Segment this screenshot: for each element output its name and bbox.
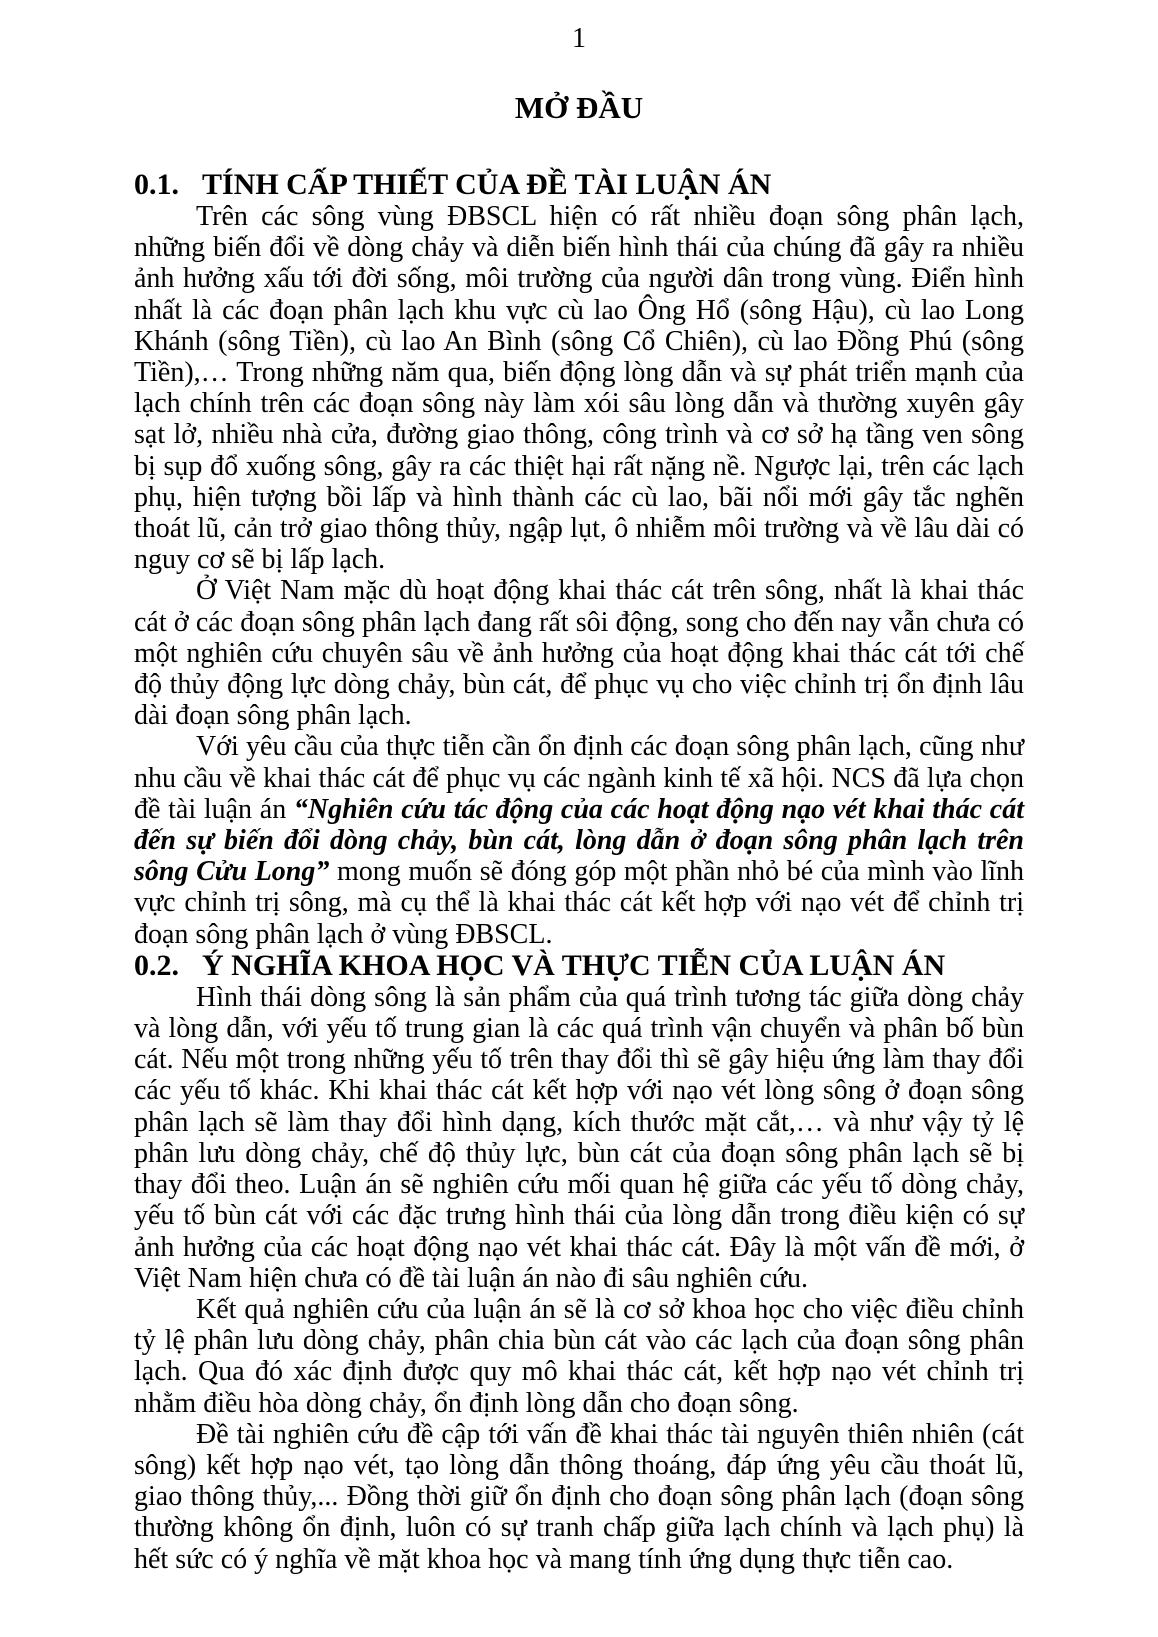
section-heading-text: Ý NGHĨA KHOA HỌC VÀ THỰC TIỄN CỦA LUẬN ÁN (202, 948, 946, 982)
text-run: mong muốn sẽ đóng góp một phần nhỏ bé của mình vào lĩnh vực chỉnh trị sông, mà cụ thể là khai thác cát kết hợp với nạo vét để chỉnh trị đoạn sông phân lạch ở vùng ĐBSCL. (134, 856, 1024, 950)
section-heading-0-1 (134, 169, 1024, 201)
paragraph-0-1-2 (134, 575, 1024, 731)
text-run: Đề tài nghiên cứu đề cập tới vấn đề khai thác tài nguyên thiên nhiên (cát sông) kết hợp nạo vét, tạo lòng dẫn thông thoáng, đáp ứng yêu cầu thoát lũ, giao thông thủy,... Đồng thời giữ ổn định cho đoạn sông phân lạch (đoạn sông thường không ổn định, luôn có sự tranh chấp giữa lạch chính và lạch phụ) là hết sức có ý nghĩa về mặt khoa học và mang tính ứng dụng thực tiễn cao. (134, 1418, 1024, 1575)
page-number: 1 (572, 23, 586, 54)
paragraph-0-1-3 (134, 731, 1024, 949)
text-run: Trên các sông vùng ĐBSCL hiện có rất nhiều đoạn sông phân lạch, những biến đổi về dòng chảy và diễn biến hình thái của chúng đã gây ra nhiều ảnh hưởng xấu tới đời sống, môi trường của người dân trong vùng. Điển hình nhất là các đoạn phân lạch khu vực cù lao Ông Hổ (sông Hậu), cù lao Long Khánh (sông Tiền), cù lao An Bình (sông Cổ Chiên), cù lao Đồng Phú (sông Tiền),… Trong những năm qua, biến động lòng dẫn và sự phát triển mạnh của lạch chính trên các đoạn sông này làm xói sâu lòng dẫn và thường xuyên gây sạt lở, nhiều nhà cửa, đường giao thông, công trình và cơ sở hạ tầng ven sông bị sụp đổ xuống sông, gây ra các thiệt hại rất nặng nề. Ngược lại, trên các lạch phụ, hiện tượng bồi lấp và hình thành các cù lao, bãi nổi mới gây tắc nghẽn thoát lũ, cản trở giao thông thủy, ngập lụt, ô nhiễm môi trường và về lâu dài có nguy cơ sẽ bị lấp lạch. (134, 201, 1024, 576)
text-run: Với yêu cầu của thực tiễn cần ổn định các đoạn sông phân lạch, cũng như nhu cầu về khai thác cát để phục vụ các ngành kinh tế xã hội. NCS đã lựa chọn đề tài luận án (134, 731, 1024, 825)
section-heading-text: TÍNH CẤP THIẾT CỦA ĐỀ TÀI LUẬN ÁN (202, 168, 772, 201)
text-run: Kết quả nghiên cứu của luận án sẽ là cơ sở khoa học cho việc điều chỉnh tỷ lệ phân lưu dòng chảy, phân chia bùn cát vào các lạch của đoạn sông phân lạch. Qua đó xác định được quy mô khai thác cát, kết hợp nạo vét chỉnh trị nhằm điều hòa dòng chảy, ổn định lòng dẫn cho đoạn sông. (134, 1293, 1024, 1419)
paragraph-0-1-1 (134, 201, 1024, 575)
thesis-title-emphasis: “Nghiên cứu tác động của các hoạt động nạo vét khai thác cát đến sự biến đổi dòng chảy, bùn cát, lòng dẫn ở đoạn sông phân lạch trên sông Cửu Long” (134, 793, 1024, 888)
text-run: Ở Việt Nam mặc dù hoạt động khai thác cát trên sông, nhất là khai thác cát ở các đoạn sông phân lạch đang rất sôi động, song cho đến nay vẫn chưa có một nghiên cứu chuyên sâu về ảnh hưởng của hoạt động khai thác cát tới chế độ thủy động lực dòng chảy, bùn cát, để phục vụ cho việc chỉnh trị ổn định lâu dài đoạn sông phân lạch. (134, 575, 1024, 732)
section-number: 0.1. (134, 168, 179, 201)
document-title: MỞ ĐẦU (514, 90, 644, 125)
section-0-1 (134, 169, 1024, 950)
text-run: Hình thái dòng sông là sản phẩm của quá trình tương tác giữa dòng chảy và lòng dẫn, với yếu tố trung gian là các quá trình vận chuyển và phân bố bùn cát. Nếu một trong những yếu tố trên thay đổi thì sẽ gây hiệu ứng làm thay đổi các yếu tố khác. Khi khai thác cát kết hợp với nạo vét lòng sông ở đoạn sông phân lạch sẽ làm thay đổi hình dạng, kích thước mặt cắt,… và như vậy tỷ lệ phân lưu dòng chảy, chế độ thủy lực, bùn cát của đoạn sông phân lạch sẽ bị thay đổi theo. Luận án sẽ nghiên cứu mối quan hệ giữa các yếu tố dòng chảy, yếu tố bùn cát với các đặc trưng hình thái của lòng dẫn trong điều kiện có sự ảnh hưởng của các hoạt động nạo vét khai thác cát. Đây là một vấn đề mới, ở Việt Nam hiện chưa có đề tài luận án nào đi sâu nghiên cứu. (134, 981, 1024, 1294)
paragraph-0-2-2 (134, 1294, 1024, 1419)
section-number: 0.2. (134, 948, 179, 982)
section-0-2 (134, 950, 1024, 1575)
paragraph-0-2-3 (134, 1419, 1024, 1575)
section-heading-0-2 (134, 950, 1024, 982)
paragraph-0-2-1 (134, 982, 1024, 1294)
